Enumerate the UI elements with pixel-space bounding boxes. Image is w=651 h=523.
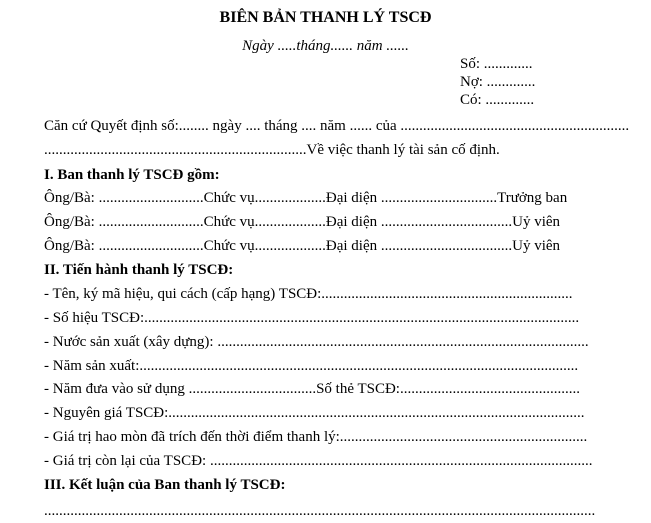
conclusion-line: ................................................................................................................................................... [44, 503, 596, 519]
basis-line-2: ......................................................................Về việc thanh lý tài sản cố định. [44, 142, 500, 158]
member-row: Ông/Bà: ............................Chức vụ...................Đại diện ...................................Uỷ viên [44, 238, 561, 254]
item-row: - Tên, ký mã hiệu, qui cách (cấp hạng) TSCĐ:................................................................... [44, 286, 573, 302]
basis-line-1: Căn cứ Quyết định số:........ ngày .... tháng .... năm ...... của ............................................................. [44, 118, 630, 134]
item-row: - Số hiệu TSCĐ:.................................................................................................................... [44, 310, 580, 326]
so-field: Số: ............. [460, 56, 533, 72]
section-2-heading: II. Tiến hành thanh lý TSCĐ: [44, 262, 234, 278]
document-title: BIÊN BẢN THANH LÝ TSCĐ [219, 9, 432, 26]
item-row: - Nước sản xuất (xây dựng): ................................................................................................... [44, 334, 589, 350]
item-row: - Năm sản xuất:..................................................................................................................... [44, 358, 579, 374]
item-row: - Giá trị hao mòn đã trích đến thời điểm thanh lý:.................................................................. [44, 429, 588, 445]
member-row: Ông/Bà: ............................Chức vụ...................Đại diện ...................................Uỷ viên [44, 214, 561, 230]
co-field: Có: ............. [460, 92, 535, 108]
section-3-heading: III. Kết luận của Ban thanh lý TSCĐ: [44, 477, 286, 493]
item-row: - Nguyên giá TSCĐ:............................................................................................................... [44, 405, 585, 421]
item-row: - Năm đưa vào sử dụng ..................................Số thẻ TSCĐ:................................................ [44, 381, 580, 397]
item-row: - Giá trị còn lại của TSCĐ: ...................................................................................................... [44, 453, 593, 469]
member-row: Ông/Bà: ............................Chức vụ...................Đại diện ...............................Trưởng ban [44, 190, 568, 206]
section-1-heading: I. Ban thanh lý TSCĐ gồm: [44, 167, 220, 183]
no-field: Nợ: ............. [460, 74, 536, 90]
date-line: Ngày .....tháng...... năm ...... [242, 38, 409, 54]
